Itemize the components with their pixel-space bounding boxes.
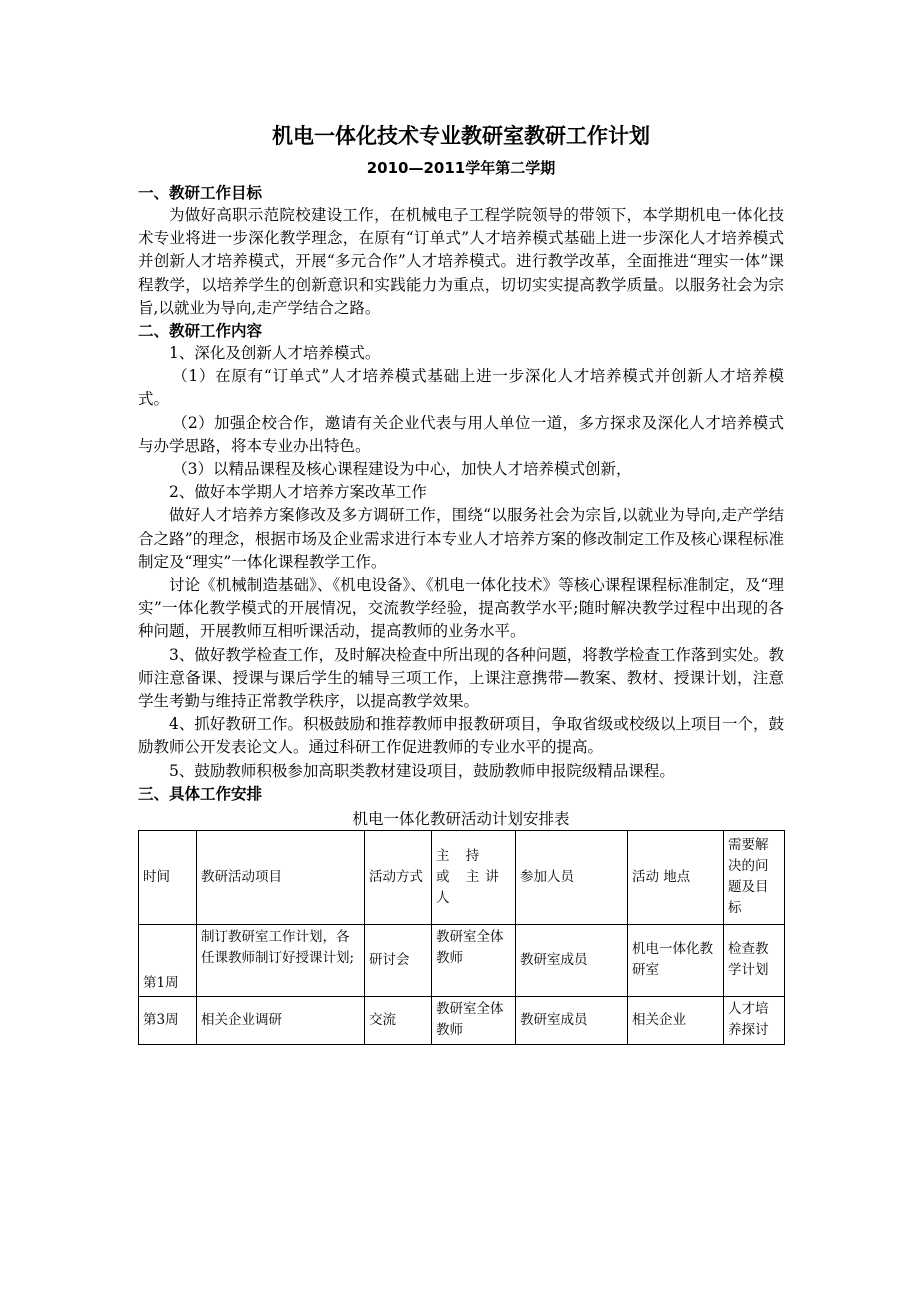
header-place: 活动 地点 — [628, 830, 724, 924]
row-1-place: 机电一体化教研室 — [628, 924, 724, 996]
content-item-1-1: （1）在原有“订单式”人才培养模式基础上进一步深化人才培养模式并创新人才培养模式。 — [138, 367, 784, 409]
row-2-host: 教研室全体教师 — [432, 996, 516, 1044]
content-item-1-2: （2）加强企校合作，邀请有关企业代表与用人单位一道，多方探求及深化人才培养模式与办学思路，将本专业办出特色。 — [138, 413, 784, 455]
row-2-project: 相关企业调研 — [197, 996, 365, 1044]
header-time: 时间 — [139, 830, 197, 924]
document-subtitle: 2010—2011学年第二学期 — [366, 159, 556, 177]
row-2-time: 第3周 — [139, 996, 197, 1044]
document-title: 机电一体化技术专业教研室教研工作计划 — [272, 124, 650, 148]
goals-paragraph: 为做好高职示范院校建设工作，在机械电子工程学院领导的带领下，本学期机电一体化技术专业将进一步深化教学理念，在原有“订单式”人才培养模式基础上进一步深化人才培养模式并创新人才培养模式，开展“多元合作”人才培养模式。进行教学改革，全面推进“理实一体”课程教学，以培养学生的创新意识和实践能力为重点，切切实实提高教学质量。以服务社会为宗旨,以就业为导向,走产学结合之路。 — [138, 206, 784, 317]
header-project: 教研活动项目 — [197, 830, 365, 924]
content-item-2-para-1: 做好人才培养方案修改及多方调研工作，围绕“以服务社会为宗旨,以就业为导向,走产学结合之路”的理念，根据市场及企业需求进行本专业人才培养方案的修改制定工作及核心课程标准制定及“理实”一体化课程教学工作。 — [138, 506, 784, 571]
row-2-participants: 教研室成员 — [516, 996, 628, 1044]
document-content — [138, 118, 784, 1045]
row-2-place: 相关企业 — [628, 996, 724, 1044]
row-1-method: 研讨会 — [365, 924, 432, 996]
row-1-goal: 检查教学计划 — [724, 924, 785, 996]
content-item-4: 4、抓好教研工作。积极鼓励和推荐教师申报教研项目，争取省级或校级以上项目一个，鼓励教师公开发表论文人。通过科研工作促进教师的专业水平的提高。 — [138, 715, 784, 757]
row-2-goal: 人才培养探讨 — [724, 996, 785, 1044]
section-heading-content: 二、教研工作内容 — [138, 322, 263, 341]
content-item-5: 5、鼓励教师积极参加高职类教材建设项目，鼓励教师申报院级精品课程。 — [169, 761, 675, 780]
row-1-host: 教研室全体教师 — [432, 924, 516, 996]
header-participants: 参加人员 — [516, 830, 628, 924]
section-heading-schedule: 三、具体工作安排 — [138, 784, 263, 803]
section-heading-goals: 一、教研工作目标 — [138, 184, 263, 202]
row-1-time: 第1周 — [139, 924, 197, 996]
header-host: 主 持 或 主讲人 — [432, 830, 516, 924]
row-1-project: 制订教研室工作计划，各任课教师制订好授课计划; — [197, 924, 365, 996]
content-item-3: 3、做好教学检查工作，及时解决检查中所出现的各种问题，将教学检查工作落到实处。教师注意备课、授课与课后学生的辅导三项工作，上课注意携带—教案、教材、授课计划，注意学生考勤与维持正常教学秩序，以提高教学效果。 — [138, 645, 784, 711]
table-caption: 机电一体化教研活动计划安排表 — [352, 809, 570, 828]
row-1-participants: 教研室成员 — [516, 924, 628, 996]
content-item-2-para-2: 讨论《机械制造基础》、《机电设备》、《机电一体化技术》等核心课程课程标准制定，及“理实”一体化教学模式的开展情况，交流教学经验，提高教学水平;随时解决教学过程中出现的各种问题，开展教师互相听课活动，提高教师的业务水平。 — [138, 576, 784, 641]
content-item-1: 1、深化及创新人才培养模式。 — [169, 344, 381, 363]
content-item-1-3: （3）以精品课程及核心课程建设为中心，加快人才培养模式创新， — [172, 460, 632, 479]
schedule-table — [138, 830, 785, 1045]
table-header-row — [139, 830, 785, 924]
header-method: 活动方式 — [365, 830, 432, 924]
header-goal: 需要解决的问题及目标 — [724, 830, 785, 924]
row-2-method: 交流 — [365, 996, 432, 1044]
table-row — [139, 924, 785, 996]
table-row — [139, 996, 785, 1044]
content-item-2: 2、做好本学期人才培养方案改革工作 — [169, 483, 427, 502]
